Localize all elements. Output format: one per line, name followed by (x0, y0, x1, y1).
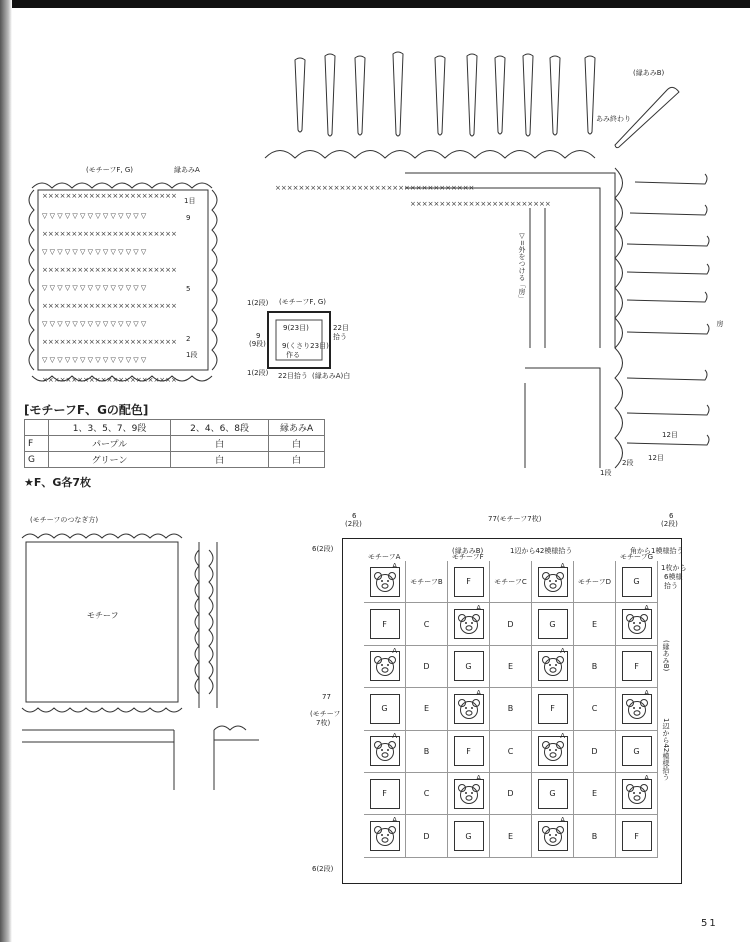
layout-cell (364, 815, 406, 857)
layout-cell (574, 561, 616, 603)
table-cell: パープル (49, 436, 171, 452)
svg-text:▽ ▽ ▽ ▽ ▽ ▽ ▽ ▽ ▽ ▽ ▽ ▽ ▽ ▽: ▽ ▽ ▽ ▽ ▽ ▽ ▽ ▽ ▽ ▽ ▽ ▽ ▽ ▽ (42, 356, 147, 364)
chain1-label: 1目 (184, 197, 196, 205)
layout-cell (532, 731, 574, 773)
layout-cell-label: D (507, 789, 514, 799)
svg-text:×××××××××××××××××××××××: ××××××××××××××××××××××× (42, 302, 177, 310)
top-right-rows: (2段) (661, 520, 678, 528)
pick-top-label: 1辺から42模様拾う (510, 547, 573, 555)
inner-make-label: 作る (286, 351, 300, 359)
table-header-cell: 1、3、5、7、9段 (49, 420, 171, 436)
layout-cell-label: C (423, 789, 430, 799)
six-patterns-label: 6模様 (664, 573, 683, 581)
table-cell: F (25, 436, 49, 452)
svg-text:××××××××××××××××××××××××: ×××××××××××××××××××××××× (410, 200, 551, 208)
layout-cell (532, 646, 574, 688)
small-fg-title: (モチーフF, G) (279, 298, 327, 306)
bear-motif-icon (370, 651, 400, 681)
motif-square: F (370, 779, 400, 809)
bear-a-mark: A (392, 731, 397, 740)
table-cell: G (25, 452, 49, 468)
svg-text:×××××××××××××××××××××××: ××××××××××××××××××××××× (42, 376, 177, 384)
layout-cell-label: C (507, 746, 514, 756)
joining-diagram (14, 530, 264, 790)
joining-title: (モチーフのつなぎ方) (30, 516, 99, 524)
layout-cell (616, 773, 658, 815)
layout-cell (490, 815, 532, 857)
layout-cell-label: E (591, 789, 598, 799)
layout-cell (364, 646, 406, 688)
motif-square: F (454, 736, 484, 766)
table-cell: 白 (269, 452, 325, 468)
top-left-dim: 6 (352, 512, 357, 520)
edging-fringe-diagram (255, 48, 725, 488)
svg-text:××××××××××××××××××××××××××××××: ×××××××××××××××××××××××××××××××××× (275, 184, 475, 192)
left-bottom-dim: 6(2段) (312, 865, 334, 873)
table-cell: 白 (171, 436, 269, 452)
table-cell: グリーン (49, 452, 171, 468)
layout-cell (406, 603, 448, 645)
row12-top-label: 12目 (662, 431, 678, 439)
layout-cell (616, 603, 658, 645)
row1-label: 1段 (600, 469, 612, 477)
row9-label: 9 (186, 214, 191, 222)
layout-cell (574, 731, 616, 773)
layout-cell-label: モチーフC (494, 577, 527, 586)
pick22-bottom-label: 22目拾う (278, 372, 308, 380)
left-mid-dim2: (モチーフ (310, 710, 341, 718)
layout-cell (532, 688, 574, 730)
layout-cell (364, 688, 406, 730)
edging-b-top-label: (縁あみB) (633, 69, 665, 77)
layout-cell (574, 603, 616, 645)
joining-motif-label: モチーフ (87, 611, 119, 620)
color-table-header (25, 420, 325, 436)
layout-cell (532, 561, 574, 603)
layout-cell (448, 553, 490, 603)
one-from-label: 1枚から (661, 564, 687, 572)
layout-cell-label: C (423, 619, 430, 629)
layout-cell-label: モチーフB (410, 577, 443, 586)
bear-a-mark: A (560, 816, 565, 825)
layout-cell (448, 731, 490, 773)
layout-cell (448, 603, 490, 645)
left-top-dim: 6(2段) (312, 545, 334, 553)
row12-bottom-label: 12目 (648, 454, 664, 462)
layout-cell (364, 731, 406, 773)
bear-a-mark: A (560, 646, 565, 655)
table-row (25, 452, 325, 468)
motif-square: F (622, 651, 652, 681)
page-number: 51 (701, 918, 718, 929)
two-dan-bottom-label: 1(2段) (247, 369, 269, 377)
motif-layout-grid (364, 553, 658, 858)
motif-square: F (538, 694, 568, 724)
motif-square: G (454, 821, 484, 851)
row1-number-label: 1段 (186, 351, 198, 359)
motif-square: G (454, 651, 484, 681)
bear-a-mark: A (560, 562, 565, 570)
two-rows-label: 2段 (622, 459, 634, 467)
bear-a-mark: A (476, 604, 481, 613)
row2-label: 2 (186, 335, 191, 343)
right-fringe-group (627, 174, 709, 445)
layout-cell-label: E (507, 661, 514, 671)
layout-cell (490, 688, 532, 730)
fringe-direction-label: ▽=外をつける「房」 (518, 232, 526, 302)
svg-text:▽ ▽ ▽ ▽ ▽ ▽ ▽ ▽ ▽ ▽ ▽ ▽ ▽ ▽: ▽ ▽ ▽ ▽ ▽ ▽ ▽ ▽ ▽ ▽ ▽ ▽ ▽ ▽ (42, 320, 147, 328)
right-edging-label: (縁あみB) (662, 640, 670, 672)
bear-a-mark: A (560, 731, 565, 740)
pick22-label: 22目 (333, 324, 349, 332)
layout-cell-label: E (507, 831, 514, 841)
quantity-note: ★F、G各7枚 (24, 476, 92, 489)
layout-cell (448, 646, 490, 688)
top-binding-bar (0, 0, 750, 8)
svg-text:×××××××××××××××××××××××: ××××××××××××××××××××××× (42, 230, 177, 238)
layout-cell-label: B (423, 746, 430, 756)
bear-motif-icon (370, 567, 400, 597)
edging-end-label: あみ終わり (596, 115, 631, 123)
table-header-cell: 縁あみA (269, 420, 325, 436)
table-header-cell (25, 420, 49, 436)
layout-cell (616, 553, 658, 603)
motif-square: G (370, 694, 400, 724)
layout-cell (574, 688, 616, 730)
layout-cell-label: モチーフF (452, 553, 484, 561)
bear-motif-icon (622, 609, 652, 639)
top-left-rows: (2段) (345, 520, 362, 528)
page-binding-shadow (0, 0, 12, 942)
right-pick-label: 1辺から42模様拾う (662, 718, 670, 781)
bear-motif-icon (454, 609, 484, 639)
layout-cell (490, 731, 532, 773)
table-row (25, 436, 325, 452)
layout-cell-label: モチーフA (368, 553, 401, 561)
bear-motif-icon (622, 779, 652, 809)
corner-note-label: 角から1模様拾う (630, 547, 684, 555)
bear-motif-icon (538, 567, 568, 597)
row5-label: 5 (186, 285, 191, 293)
svg-text:×××××××××××××××××××××××: ××××××××××××××××××××××× (42, 266, 177, 274)
inner-23-label: 9(23目) (283, 324, 309, 332)
motif-square: G (538, 609, 568, 639)
layout-cell-label: B (591, 661, 598, 671)
layout-cell-label: B (591, 831, 598, 841)
layout-cell-label: B (507, 704, 514, 714)
layout-cell-label: D (507, 619, 514, 629)
bear-a-mark: A (644, 689, 649, 698)
layout-cell (406, 815, 448, 857)
bear-motif-icon (454, 694, 484, 724)
table-header-cell: 2、4、6、8段 (171, 420, 269, 436)
color-section-title: [モチーフF、Gの配色] (24, 403, 149, 417)
layout-cell (364, 603, 406, 645)
layout-cell (406, 561, 448, 603)
bear-a-mark: A (644, 773, 649, 782)
bear-motif-icon (538, 821, 568, 851)
bear-a-mark: A (644, 604, 649, 613)
left-mid-dim3: 7枚) (316, 719, 331, 727)
svg-text:×××××××××××××××××××××××: ××××××××××××××××××××××× (42, 338, 177, 346)
motif-square: F (454, 567, 484, 597)
layout-cell (406, 773, 448, 815)
layout-cell (406, 688, 448, 730)
bear-motif-icon (622, 694, 652, 724)
top-center-dim: 77(モチーフ7枚) (488, 515, 542, 523)
layout-cell (406, 731, 448, 773)
layout-cell (490, 603, 532, 645)
motif-small-schematic (262, 310, 342, 372)
edging-b-label: (縁あみB) (452, 547, 484, 555)
left-mid-dim: 77 (322, 693, 331, 701)
nine-label: 9 (256, 332, 261, 340)
layout-cell (364, 773, 406, 815)
edging-a-label: 縁あみA (174, 166, 200, 174)
layout-cell-label: C (591, 704, 598, 714)
top-fringe-group (295, 52, 679, 148)
bear-motif-icon (538, 736, 568, 766)
bear-a-mark: A (476, 689, 481, 698)
layout-cell-label: モチーフG (620, 553, 654, 561)
layout-cell (490, 646, 532, 688)
layout-cell-label: モチーフD (577, 577, 612, 586)
svg-text:×××××××××××××××××××××××: ××××××××××××××××××××××× (42, 192, 177, 200)
layout-cell (616, 815, 658, 857)
motif-square: G (538, 779, 568, 809)
motif-square: G (622, 567, 652, 597)
layout-cell (364, 553, 406, 603)
layout-cell-label: D (423, 831, 430, 841)
layout-cell (574, 815, 616, 857)
pick22-label-2: 拾う (333, 333, 347, 341)
layout-cell (448, 773, 490, 815)
bear-motif-icon (538, 651, 568, 681)
layout-cell (532, 773, 574, 815)
motif-fg-title: (モチーフF, G) (86, 166, 134, 174)
color-table (24, 419, 325, 468)
layout-cell (574, 646, 616, 688)
layout-cell-label: E (423, 704, 430, 714)
layout-cell (406, 646, 448, 688)
top-right-dim: 6 (669, 512, 674, 520)
layout-cell-label: D (423, 661, 430, 671)
bear-a-mark: A (392, 562, 397, 570)
svg-text:▽ ▽ ▽ ▽ ▽ ▽ ▽ ▽ ▽ ▽ ▽ ▽ ▽ ▽: ▽ ▽ ▽ ▽ ▽ ▽ ▽ ▽ ▽ ▽ ▽ ▽ ▽ ▽ (42, 248, 147, 256)
layout-cell (532, 815, 574, 857)
nine-dan-label: (9段) (249, 340, 266, 348)
layout-cell-label: D (591, 746, 598, 756)
two-dan-top-label: 1(2段) (247, 299, 269, 307)
bear-a-mark: A (476, 773, 481, 782)
svg-text:▽ ▽ ▽ ▽ ▽ ▽ ▽ ▽ ▽ ▽ ▽ ▽ ▽ ▽: ▽ ▽ ▽ ▽ ▽ ▽ ▽ ▽ ▽ ▽ ▽ ▽ ▽ ▽ (42, 212, 147, 220)
layout-cell (490, 561, 532, 603)
layout-cell (532, 603, 574, 645)
table-cell: 白 (269, 436, 325, 452)
edging-a-white-label: (縁あみA)白 (312, 372, 351, 380)
layout-cell (448, 815, 490, 857)
layout-cell (490, 773, 532, 815)
motif-square: F (370, 609, 400, 639)
fringe-label: 房 (716, 320, 724, 327)
svg-text:▽ ▽ ▽ ▽ ▽ ▽ ▽ ▽ ▽ ▽ ▽ ▽ ▽ ▽: ▽ ▽ ▽ ▽ ▽ ▽ ▽ ▽ ▽ ▽ ▽ ▽ ▽ ▽ (42, 284, 147, 292)
bear-motif-icon (454, 779, 484, 809)
bear-a-mark: A (392, 646, 397, 655)
pick-label: 拾う (664, 582, 678, 590)
layout-cell (448, 688, 490, 730)
layout-cell (616, 646, 658, 688)
motif-square: F (622, 821, 652, 851)
inner-chain23-label: 9(くさり23目) (282, 342, 329, 350)
layout-cell-label: E (591, 619, 598, 629)
layout-cell (616, 688, 658, 730)
layout-cell (616, 731, 658, 773)
bear-a-mark: A (392, 816, 397, 825)
layout-cell (574, 773, 616, 815)
bear-motif-icon (370, 736, 400, 766)
bear-motif-icon (370, 821, 400, 851)
table-cell: 白 (171, 452, 269, 468)
motif-square: G (622, 736, 652, 766)
